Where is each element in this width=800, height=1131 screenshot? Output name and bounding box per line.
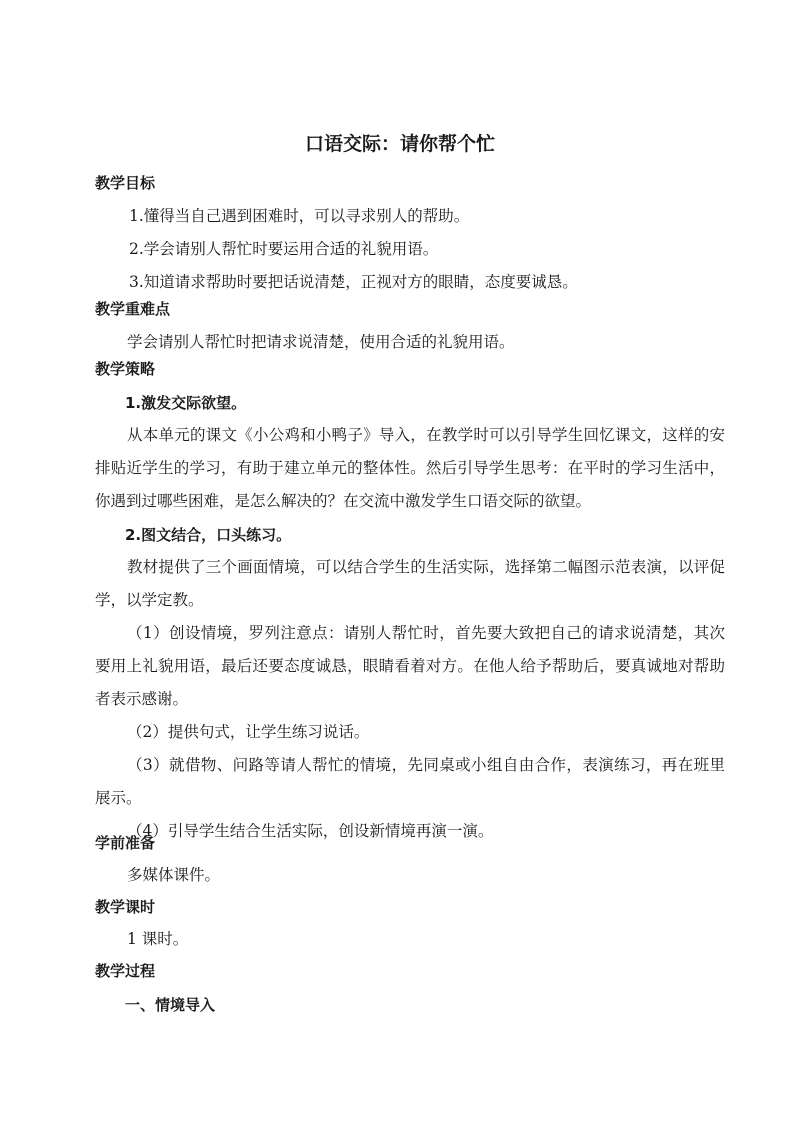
prep-heading: 学前准备 [95,834,156,852]
hours-text: 1 课时。 [127,930,189,948]
section-strategy [95,356,725,848]
section-prep [95,830,725,892]
goal-item-3: 3.知道请求帮助时要把话说清楚，正视对方的眼睛，态度要诚恳。 [129,273,578,291]
strategy-heading: 教学策略 [95,360,156,378]
key-points-text: 学会请别人帮忙时把请求说清楚，使用合适的礼貌用语。 [127,333,515,351]
section-hours [95,894,725,956]
process-heading: 教学过程 [95,962,156,980]
strategy-para1: 从本单元的课文《小公鸡和小鸭子》导入，在教学时可以引导学生回忆课文，这样的安排贴近学生的学习，有助于建立单元的整体性。然后引导学生思考：在平时的学习生活中，你遇到过哪些困难，是怎么解决的？在交流中激发学生口语交际的欲望。 [95,426,725,510]
key-points-heading: 教学重难点 [95,300,171,318]
strategy-sub2: 2.图文结合，口头练习。 [125,526,292,544]
hours-heading: 教学课时 [95,898,156,916]
strategy-para2: 教材提供了三个画面情境，可以结合学生的生活实际，选择第二幅图示范表演，以评促学，以学定教。 [95,558,725,609]
section-process [95,958,725,1018]
strategy-sub1: 1.激发交际欲望。 [125,394,247,412]
process-sub1: 一、情境导入 [125,996,216,1014]
strategy-step2: （2）提供句式，让学生练习说话。 [127,723,370,741]
prep-text: 多媒体课件。 [127,866,221,884]
document-title: 口语交际：请你帮个忙 [304,133,495,155]
section-goals [95,170,725,299]
strategy-step3: （3）就借物、问路等请人帮忙的情境，先同桌或小组自由合作，表演练习，再在班里展示。 [95,756,725,807]
section-key-points [95,296,725,359]
goals-heading: 教学目标 [95,174,156,192]
goal-item-2: 2.学会请别人帮忙时要运用合适的礼貌用语。 [129,240,439,258]
strategy-step1: （1）创设情境，罗列注意点：请别人帮忙时，首先要大致把自己的请求说清楚，其次要用上礼貌用语，最后还要态度诚恳，眼睛看着对方。在他人给予帮助后，要真诚地对帮助者表示感谢。 [95,624,725,708]
goal-item-1: 1.懂得当自己遇到困难时，可以寻求别人的帮助。 [129,207,470,225]
strategy-step4: （4）引导学生结合生活实际，创设新情境再演一演。 [127,822,494,840]
